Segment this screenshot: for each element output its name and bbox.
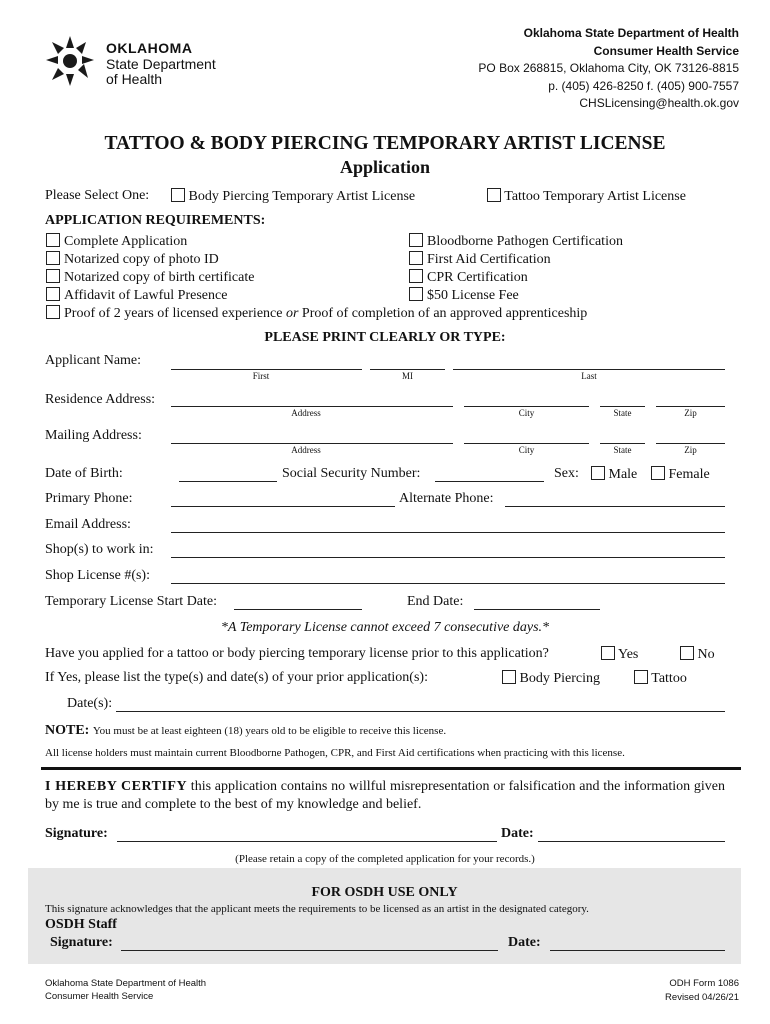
req-cpr[interactable] [409,269,528,286]
office-use-text: This signature acknowledges that the applicant meets the requirements to be licensed as an artist in the designated category. [45,903,589,915]
mi-field[interactable] [370,369,445,370]
state-caption: State [613,408,632,418]
ssn-field[interactable] [435,481,544,482]
state-caption: State [613,445,632,455]
agency-phone: p. (405) 426-8250 f. (405) 900-7557 [548,78,739,93]
tattoo-option-label: Tattoo Temporary Artist License [504,189,686,204]
office-use-heading: FOR OSDH USE ONLY [311,885,458,900]
mailing-city-field[interactable] [464,443,589,444]
city-caption: City [518,408,535,418]
req-first-aid[interactable] [409,251,551,268]
req-lawful-presence[interactable] [46,287,227,304]
primary-phone-field[interactable] [171,506,395,507]
yes-label: Yes [617,647,639,662]
agency-email: CHSLicensing@health.ok.gov [579,96,739,110]
form-revision: Revised 04/26/21 [665,992,739,1003]
req-label: Bloodborne Pathogen Certification [427,234,623,249]
staff-signature-label: Signature: [50,935,113,950]
select-one-label: Please Select One: [45,188,150,203]
end-date-field[interactable] [474,609,600,610]
staff-date-field[interactable] [550,950,725,951]
req-checkbox[interactable] [46,287,60,301]
female-option[interactable] [651,466,710,483]
email-label: Email Address: [45,517,131,532]
prior-dates-label: Date(s): [67,696,113,711]
logo-line-2: State Department [106,56,216,72]
zip-caption: Zip [684,408,697,418]
req-complete-application[interactable] [46,233,187,250]
agency-contact-block [478,25,739,113]
female-checkbox[interactable] [651,466,665,480]
note-label: NOTE: [45,723,90,738]
req-label: $50 License Fee [427,288,519,303]
residence-zip-field[interactable] [656,406,725,407]
prior-no-option[interactable] [680,646,715,663]
mi-caption: MI [402,371,413,381]
footer-left [45,977,206,1003]
req-label-post: Proof of completion of an approved apprenticeship [298,306,588,321]
req-label-pre: Proof of 2 years of licensed experience [64,306,286,321]
page-subtitle: Application [339,157,431,177]
first-caption: First [252,371,270,381]
req-label-or: or [285,306,299,321]
dob-field[interactable] [179,481,277,482]
applicant-signature-field[interactable] [117,841,497,842]
prior-body-piercing-label: Body Piercing [519,671,600,686]
req-bloodborne[interactable] [409,233,623,250]
male-label: Male [608,467,638,482]
shops-field[interactable] [171,557,725,558]
tattoo-option[interactable] [487,188,686,205]
if-yes-label: If Yes, please list the type(s) and date(s) of your prior application(s): [45,670,428,685]
start-date-field[interactable] [234,609,362,610]
office-use-section [28,868,741,964]
staff-date-label: Date: [508,935,541,950]
agency-name: Oklahoma State Department of Health [523,26,739,40]
applicant-date-label: Date: [501,826,534,841]
agency-address: PO Box 268815, Oklahoma City, OK 73126-8815 [478,61,739,75]
shop-license-label: Shop License #(s): [45,568,150,583]
prior-yes-option[interactable] [601,646,638,663]
last-caption: Last [581,371,597,381]
primary-phone-label: Primary Phone: [45,491,133,506]
req-checkbox[interactable] [46,233,60,247]
star-burst-icon [44,34,96,88]
body-piercing-option[interactable] [171,188,415,205]
req-experience[interactable] [46,305,587,322]
req-checkbox[interactable] [409,269,423,283]
certify-bold: I HEREBY CERTIFY [45,779,188,794]
ssn-label: Social Security Number: [282,466,421,481]
shop-license-field[interactable] [171,583,725,584]
mailing-state-field[interactable] [600,443,645,444]
yes-checkbox[interactable] [601,646,615,660]
sex-label: Sex: [554,466,579,481]
req-checkbox[interactable] [46,269,60,283]
section-divider [41,767,741,770]
temp-license-note: *A Temporary License cannot exceed 7 consecutive days.* [220,620,550,635]
req-label: Complete Application [64,234,188,249]
body-piercing-checkbox[interactable] [171,188,185,202]
applicant-date-field[interactable] [538,841,725,842]
retain-copy-note: (Please retain a copy of the completed application for your records.) [235,853,535,865]
note-text: You must be at least eighteen (18) years old to be eligible to receive this license. [92,725,447,737]
form-number: ODH Form 1086 [669,978,739,989]
residence-address-field[interactable] [171,406,453,407]
certify-body: this application contains no willful misrepresentation or falsification and the information given by me is true and complete to the best of my knowledge and belief. [45,779,725,812]
req-label: CPR Certification [427,270,528,285]
male-checkbox[interactable] [591,466,605,480]
alternate-phone-field[interactable] [505,506,725,507]
prior-question: Have you applied for a tattoo or body piercing temporary license prior to this application? [45,646,549,661]
req-label: Notarized copy of birth certificate [64,270,255,285]
footer-right [665,977,739,1005]
address-caption: Address [291,408,321,418]
no-checkbox[interactable] [680,646,694,660]
mailing-address-field[interactable] [171,443,453,444]
dob-label: Date of Birth: [45,466,123,481]
mailing-zip-field[interactable] [656,443,725,444]
print-heading: PLEASE PRINT CLEARLY OR TYPE: [264,330,506,345]
logo-line-3: of Health [106,71,163,87]
prior-dates-field[interactable] [116,711,725,712]
male-option[interactable] [591,466,637,483]
applicant-name-label: Applicant Name: [45,353,142,368]
end-date-label: End Date: [407,594,464,609]
address-caption: Address [291,445,321,455]
prior-tattoo-option[interactable] [634,670,687,687]
email-field[interactable] [171,532,725,533]
residence-address-label: Residence Address: [45,392,156,407]
page-title: TATTOO & BODY PIERCING TEMPORARY ARTIST LICENSE [104,133,666,154]
req-checkbox[interactable] [46,305,60,319]
logo-line-1: OKLAHOMA [106,40,193,56]
req-checkbox[interactable] [46,251,60,265]
body-piercing-option-label: Body Piercing Temporary Artist License [188,189,416,204]
req-photo-id[interactable] [46,251,219,268]
city-caption: City [518,445,535,455]
req-checkbox[interactable] [409,233,423,247]
residence-state-field[interactable] [600,406,645,407]
prior-tattoo-label: Tattoo [651,671,687,686]
requirements-heading: APPLICATION REQUIREMENTS: [45,213,266,228]
mailing-address-label: Mailing Address: [45,428,142,443]
prior-tattoo-checkbox[interactable] [634,670,648,684]
prior-body-piercing-option[interactable] [502,670,600,687]
service-name: Consumer Health Service [593,43,739,58]
no-label: No [697,647,715,662]
note-text-2: All license holders must maintain current Bloodborne Pathogen, CPR, and First Aid certifications when practicing with this license. [45,747,625,759]
req-checkbox[interactable] [409,251,423,265]
osdh-staff-label: OSDH Staff [45,917,117,932]
last-name-field[interactable] [453,369,725,370]
staff-signature-field[interactable] [121,950,498,951]
note-block [45,723,446,739]
req-birth-certificate[interactable] [46,269,254,286]
residence-city-field[interactable] [464,406,589,407]
alternate-phone-label: Alternate Phone: [399,491,494,506]
female-label: Female [668,467,710,482]
req-label: First Aid Certification [427,252,551,267]
req-license-fee[interactable] [409,287,519,304]
footer-agency: Oklahoma State Department of Health [45,978,207,989]
applicant-signature-label: Signature: [45,826,108,841]
first-name-field[interactable] [171,369,362,370]
req-label: Notarized copy of photo ID [64,252,219,267]
start-date-label: Temporary License Start Date: [45,594,218,609]
req-checkbox[interactable] [409,287,423,301]
zip-caption: Zip [684,445,697,455]
osdh-logo [44,34,244,90]
prior-body-piercing-checkbox[interactable] [502,670,516,684]
req-label: Affidavit of Lawful Presence [64,288,228,303]
footer-service: Consumer Health Service [45,991,154,1002]
tattoo-checkbox[interactable] [487,188,501,202]
certification-text [45,778,725,814]
shops-label: Shop(s) to work in: [45,542,154,557]
